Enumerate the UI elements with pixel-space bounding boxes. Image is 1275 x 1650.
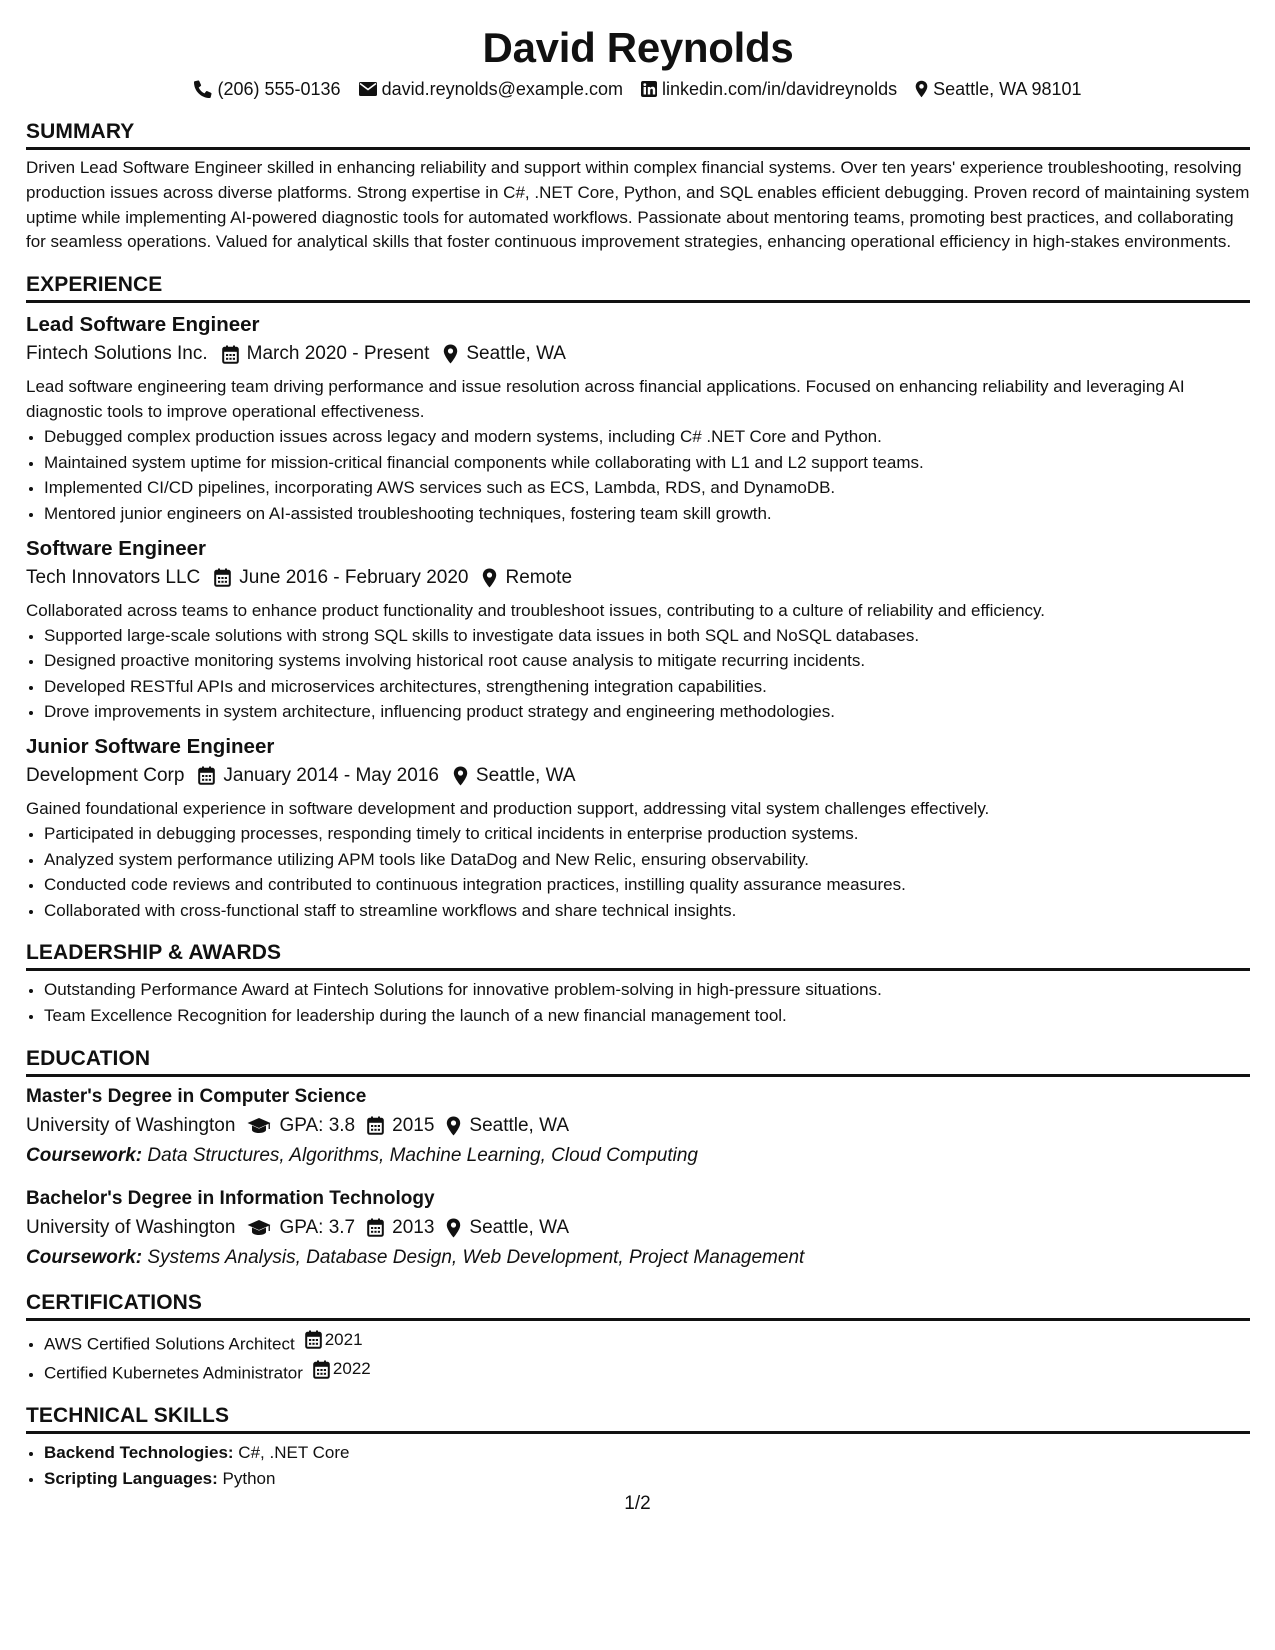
gpa <box>247 1111 355 1141</box>
job-location-text: Seattle, WA <box>475 764 576 786</box>
job-dates <box>198 761 438 791</box>
job-bullets <box>26 821 1250 923</box>
job-entry <box>26 535 1250 725</box>
skills-heading: TECHNICAL SKILLS <box>26 1402 1250 1434</box>
job-dates-text: June 2016 - February 2020 <box>239 566 469 588</box>
education-year <box>367 1213 434 1243</box>
education-location <box>446 1111 569 1141</box>
email-link[interactable]: david.reynolds@example.com <box>381 79 623 99</box>
job-location-text: Remote <box>505 566 573 588</box>
education-entry <box>26 1083 1250 1171</box>
list-item: • Team Excellence Recognition for leadership during the launch of a new financial management tool. <box>44 1003 1250 1029</box>
education-meta <box>26 1111 1250 1141</box>
job-meta <box>26 563 1250 593</box>
gpa <box>247 1213 355 1243</box>
calendar-icon <box>222 345 239 364</box>
education-section <box>26 1045 1250 1273</box>
linkedin-icon <box>641 81 657 97</box>
coursework-label: Coursework: <box>26 1144 143 1166</box>
coursework <box>26 1141 1250 1171</box>
skill-value: Python <box>222 1468 276 1488</box>
certification-item <box>44 1356 1250 1386</box>
certification-year-text: 2022 <box>332 1359 371 1379</box>
company-name: Fintech Solutions Inc. <box>26 343 208 365</box>
leadership-section <box>26 939 1250 1028</box>
skill-item <box>44 1440 1250 1466</box>
job-location-text: Seattle, WA <box>466 343 566 365</box>
envelope-icon <box>359 82 377 96</box>
certification-name: Certified Kubernetes Administrator <box>44 1363 303 1383</box>
contact-bar <box>26 76 1250 102</box>
list-item: • Maintained system uptime for mission-critical financial components while collaborating with L1 and L2 support teams. <box>44 450 1250 476</box>
list-item: • Debugged complex production issues across legacy and modern systems, including C# .NET Core and Python. <box>44 424 1250 450</box>
degree-title: Master's Degree in Computer Science <box>26 1085 367 1107</box>
list-item: • Supported large-scale solutions with strong SQL skills to investigate data issues in both SQL and NoSQL databases. <box>44 623 1250 649</box>
summary-heading: SUMMARY <box>26 118 1250 150</box>
list-item: • Conducted code reviews and contributed to continuous integration practices, instilling quality assurance measures. <box>44 872 1250 898</box>
skill-item <box>44 1466 1250 1492</box>
coursework <box>26 1243 1250 1273</box>
job-title: Lead Software Engineer <box>26 313 260 337</box>
education-year <box>367 1111 434 1141</box>
experience-section <box>26 271 1250 923</box>
job-description: Lead software engineering team driving performance and issue resolution across financial applications. Focused on enhancing reliability and leveraging AI diagnostic tools to improve operational effectiveness. <box>26 377 1185 422</box>
linkedin-link[interactable]: linkedin.com/in/davidreynolds <box>661 79 898 99</box>
map-marker-icon <box>446 1116 461 1136</box>
school-name: University of Washington <box>26 1216 236 1238</box>
education-list <box>26 1083 1250 1273</box>
list-item: • Outstanding Performance Award at Fintech Solutions for innovative problem-solving in high-pressure situations. <box>44 977 1250 1003</box>
job-entry <box>26 733 1250 923</box>
coursework-text: Data Structures, Algorithms, Machine Learning, Cloud Computing <box>147 1144 698 1166</box>
job-title: Junior Software Engineer <box>26 734 275 758</box>
contact-email[interactable] <box>359 76 623 102</box>
certification-name: AWS Certified Solutions Architect <box>44 1333 295 1353</box>
leadership-heading: LEADERSHIP & AWARDS <box>26 939 1250 971</box>
certification-year-text: 2021 <box>324 1329 363 1349</box>
contact-location <box>915 76 1081 102</box>
job-description: Gained foundational experience in software development and production support, addressing vital system challenges effectively. <box>26 798 990 818</box>
education-location-text: Seattle, WA <box>469 1216 570 1238</box>
school-name: University of Washington <box>26 1114 236 1136</box>
company-name: Development Corp <box>26 764 185 786</box>
job-meta <box>26 761 1250 791</box>
job-dates <box>214 563 468 593</box>
certification-item <box>44 1327 1250 1357</box>
experience-heading: EXPERIENCE <box>26 271 1250 303</box>
skill-label: Backend Technologies: <box>44 1443 234 1463</box>
certifications-heading: CERTIFICATIONS <box>26 1289 1250 1321</box>
location-text: Seattle, WA 98101 <box>933 79 1082 99</box>
contact-linkedin[interactable] <box>641 76 897 102</box>
job-entry <box>26 311 1250 526</box>
job-dates-text: January 2014 - May 2016 <box>223 764 439 786</box>
list-item: • Collaborated with cross-functional staff to streamline workflows and share technical insights. <box>44 898 1250 924</box>
summary-text: Driven Lead Software Engineer skilled in enhancing reliability and support within complex financial systems. Over ten years' experience troubleshooting, resolving production issues across diverse platforms. Strong expertise in C#, .NET Core, Python, and SQL enables efficient debugging. Proven record of maintaining system uptime while implementing AI-powered diagnostic tools for automated workflows. Passionate about mentoring teams, promoting best practices, and collaborating for seamless operations. Valued for analytical skills that foster continuous improvement strategies, enhancing operational efficiency in high-stakes environments. <box>26 158 1250 252</box>
calendar-icon <box>305 1330 322 1349</box>
list-item: • Drove improvements in system architecture, influencing product strategy and engineering methodologies. <box>44 699 1250 725</box>
calendar-icon <box>198 766 215 785</box>
education-meta <box>26 1213 1250 1243</box>
skills-list <box>26 1440 1250 1491</box>
certification-year <box>305 1327 363 1353</box>
graduation-cap-icon <box>247 1117 271 1135</box>
certification-list <box>26 1327 1250 1387</box>
leadership-list <box>26 977 1250 1028</box>
coursework-text: Systems Analysis, Database Design, Web Development, Project Management <box>147 1246 805 1268</box>
certification-year <box>313 1356 371 1382</box>
job-dates-text: March 2020 - Present <box>246 343 430 365</box>
list-item: • Designed proactive monitoring systems involving historical root cause analysis to mitigate recurring incidents. <box>44 648 1250 674</box>
map-marker-icon <box>443 344 458 364</box>
degree-title: Bachelor's Degree in Information Technology <box>26 1187 435 1209</box>
calendar-icon <box>367 1116 384 1135</box>
phone-icon <box>194 80 212 98</box>
education-heading: EDUCATION <box>26 1045 1250 1077</box>
job-location <box>443 339 566 369</box>
page-number: 1/2 <box>624 1493 651 1514</box>
calendar-icon <box>367 1218 384 1237</box>
contact-phone <box>194 76 340 102</box>
summary-section <box>26 118 1250 255</box>
candidate-name: David Reynolds <box>482 24 794 71</box>
list-item: • Mentored junior engineers on AI-assisted troubleshooting techniques, fostering team skill growth. <box>44 501 1250 527</box>
job-description: Collaborated across teams to enhance product functionality and troubleshoot issues, contributing to a culture of reliability and efficiency. <box>26 600 1046 620</box>
list-item: • Implemented CI/CD pipelines, incorporating AWS services such as ECS, Lambda, RDS, and DynamoDB. <box>44 475 1250 501</box>
list-item: • Developed RESTful APIs and microservices architectures, strengthening integration capabilities. <box>44 674 1250 700</box>
map-marker-icon <box>915 80 928 98</box>
resume-page <box>26 22 1250 1491</box>
list-item: • Participated in debugging processes, responding timely to critical incidents in enterprise production systems. <box>44 821 1250 847</box>
job-dates <box>222 339 430 369</box>
phone-text: (206) 555-0136 <box>217 79 341 99</box>
map-marker-icon <box>482 568 497 588</box>
job-bullets <box>26 424 1250 526</box>
company-name: Tech Innovators LLC <box>26 566 201 588</box>
graduation-cap-icon <box>247 1219 271 1237</box>
skills-section <box>26 1402 1250 1491</box>
education-entry <box>26 1185 1250 1273</box>
job-title: Software Engineer <box>26 536 206 560</box>
education-year-text: 2013 <box>392 1216 435 1238</box>
skill-label: Scripting Languages: <box>44 1468 218 1488</box>
education-year-text: 2015 <box>392 1114 435 1136</box>
education-location <box>446 1213 569 1243</box>
coursework-label: Coursework: <box>26 1246 143 1268</box>
education-location-text: Seattle, WA <box>469 1114 570 1136</box>
calendar-icon <box>313 1360 330 1379</box>
list-item: • Analyzed system performance utilizing APM tools like DataDog and New Relic, ensuring observability. <box>44 847 1250 873</box>
job-location <box>453 761 576 791</box>
job-bullets <box>26 623 1250 725</box>
skill-value: C#, .NET Core <box>238 1443 350 1463</box>
job-location <box>482 563 572 593</box>
calendar-icon <box>214 568 231 587</box>
job-list <box>26 311 1250 923</box>
job-meta <box>26 339 1250 369</box>
certifications-section <box>26 1289 1250 1387</box>
gpa-text: GPA: 3.7 <box>279 1216 356 1238</box>
gpa-text: GPA: 3.8 <box>279 1114 356 1136</box>
map-marker-icon <box>446 1218 461 1238</box>
map-marker-icon <box>453 766 468 786</box>
